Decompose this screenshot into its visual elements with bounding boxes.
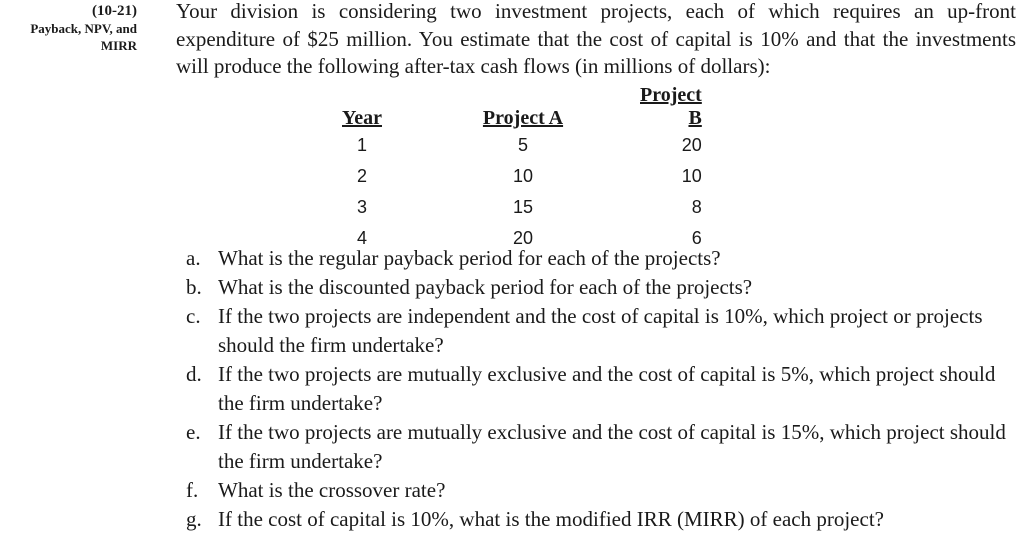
table-row	[318, 161, 702, 192]
cell-year: 1	[356, 135, 367, 155]
table-row	[318, 192, 702, 223]
cell-project-a: 10	[512, 166, 534, 186]
problem-topic-line-1: Payback, NPV, and	[30, 21, 137, 36]
question-text: What is the regular payback period for each of the projects?	[218, 246, 721, 270]
question-letter: b.	[186, 275, 202, 299]
question-text: What is the crossover rate?	[218, 478, 446, 502]
question-item	[186, 302, 1024, 360]
header-year: Year	[342, 107, 382, 129]
question-letter: g.	[186, 507, 202, 531]
question-letter: a.	[186, 246, 201, 270]
cell-project-b: 10	[681, 166, 702, 186]
cell-project-b: 6	[691, 228, 702, 248]
question-item	[186, 244, 1024, 273]
header-project-a: Project A	[482, 107, 564, 129]
problem-intro: Your division is considering two investment projects, each of which requires an up-front expenditure of $25 million. You estimate that the cost of capital is 10% and that the investments will produce the following after-tax cash flows (in millions of dollars):	[176, 0, 1016, 78]
cell-project-a: 5	[517, 135, 528, 155]
cell-project-b: 8	[691, 197, 702, 217]
cell-project-a: 15	[512, 197, 534, 217]
question-letter: f.	[186, 478, 199, 502]
problem-topic-line-2: MIRR	[100, 38, 137, 53]
question-text: If the two projects are mutually exclusive and the cost of capital is 15%, which project should the firm undertake?	[218, 420, 1006, 473]
question-text: If the cost of capital is 10%, what is the modified IRR (MIRR) of each project?	[218, 507, 884, 531]
header-project-b: Project B	[640, 84, 702, 129]
problem-number: (10-21)	[92, 3, 137, 19]
cell-project-a: 20	[512, 228, 534, 248]
question-item	[186, 505, 1024, 534]
cash-flow-table	[318, 84, 702, 254]
question-item	[186, 360, 1024, 418]
question-letter: e.	[186, 420, 201, 444]
cell-project-b: 20	[681, 135, 702, 155]
question-text: If the two projects are independent and the cost of capital is 10%, which project or projects should the firm undertake?	[218, 304, 983, 357]
question-list	[186, 244, 1024, 534]
question-letter: c.	[186, 304, 201, 328]
question-item	[186, 418, 1024, 476]
question-text: What is the discounted payback period for each of the projects?	[218, 275, 753, 299]
table-header-row	[318, 84, 702, 130]
cell-year: 2	[356, 166, 367, 186]
question-item	[186, 273, 1024, 302]
question-letter: d.	[186, 362, 202, 386]
question-text: If the two projects are mutually exclusive and the cost of capital is 5%, which project should the firm undertake?	[218, 362, 996, 415]
cell-year: 3	[356, 197, 367, 217]
problem-margin-label	[0, 0, 137, 54]
question-item	[186, 476, 1024, 505]
cell-year: 4	[356, 228, 367, 248]
table-row	[318, 130, 702, 161]
